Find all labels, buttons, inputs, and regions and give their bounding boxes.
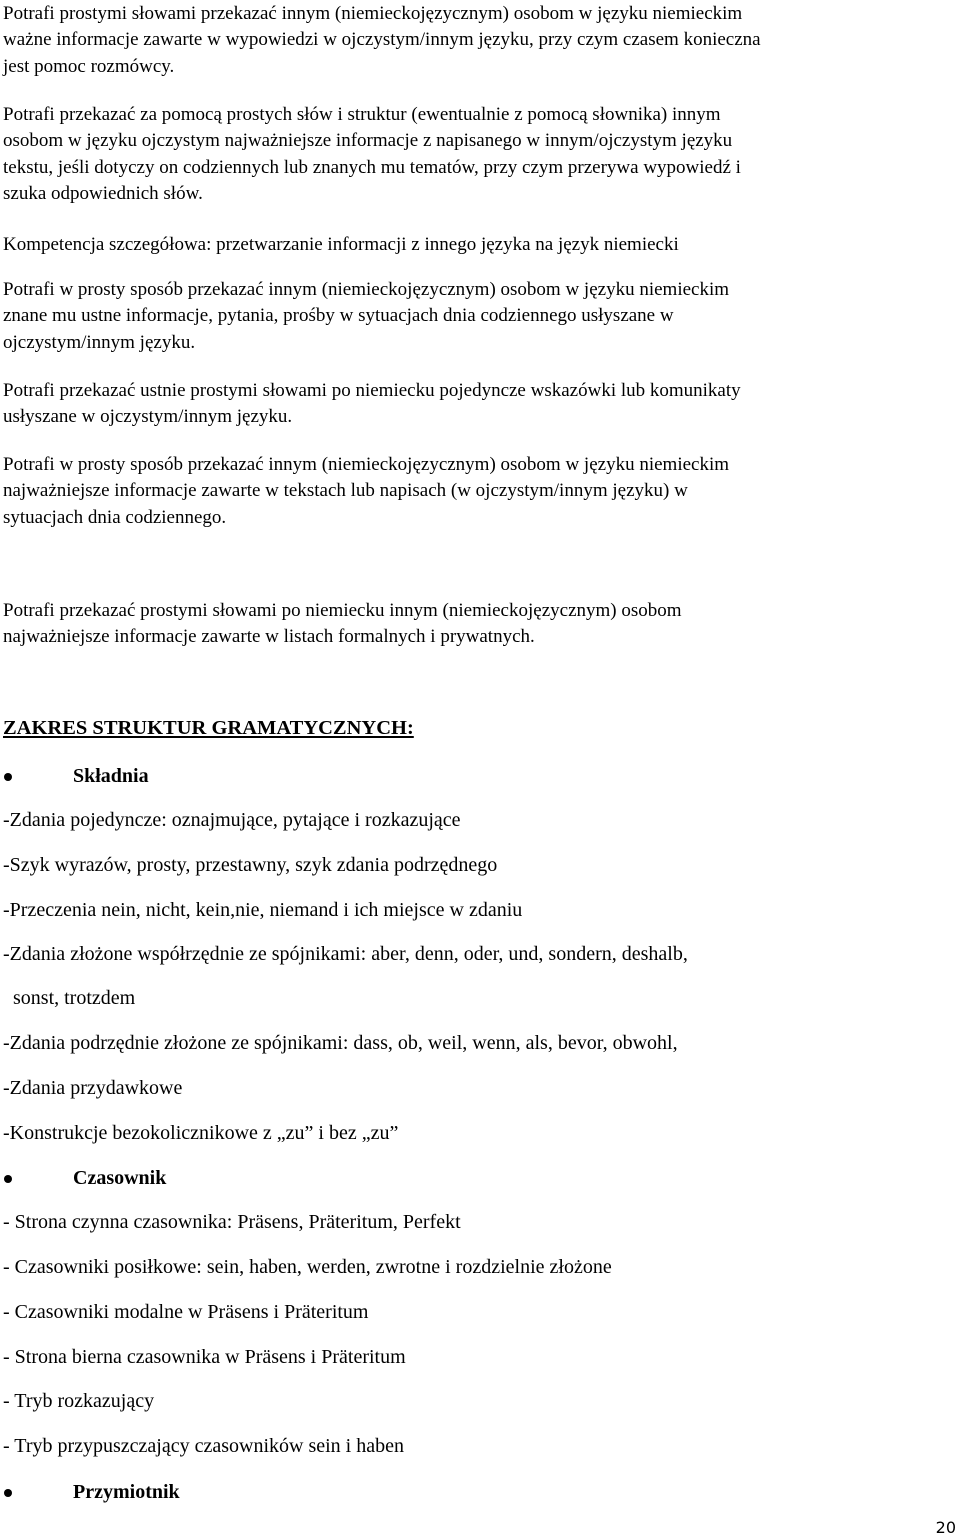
list-item: - Tryb rozkazujący <box>3 1390 155 1412</box>
text-line: osobom w języku ojczystym najważniejsze informacje z napisanego w innym/ojczystym języku <box>3 130 733 152</box>
bullet-icon <box>4 1489 12 1497</box>
paragraph-oral-instructions <box>3 378 741 431</box>
document-page <box>3 0 957 1539</box>
bullet-label: Składnia <box>73 765 149 787</box>
list-item: -Zdania złożone współrzędnie ze spójnikami: aber, denn, oder, und, sondern, deshalb, <box>3 943 688 965</box>
section-heading: ZAKRES STRUKTUR GRAMATYCZNYCH: <box>3 717 414 739</box>
list-item: -Przeczenia nein, nicht, kein,nie, niemand i ich miejsce w zdaniu <box>3 899 523 921</box>
text-line: szuka odpowiednich słów. <box>3 183 203 205</box>
text-line: Potrafi przekazać ustnie prostymi słowami po niemiecku pojedyncze wskazówki lub komunikaty <box>3 380 741 401</box>
text-line: Potrafi przekazać prostymi słowami po niemiecku innym (niemieckojęzycznym) osobom <box>3 600 682 621</box>
text-line: ważne informacje zawarte w wypowiedzi w ojczystym/innym języku, przy czym czasem konieczna <box>3 29 761 51</box>
bullet-icon <box>4 773 12 781</box>
bullet-icon <box>4 1175 12 1183</box>
text-line: ojczystym/innym języku. <box>3 331 196 353</box>
text-line: najważniejsze informacje zawarte w listach formalnych i prywatnych. <box>3 626 535 648</box>
text-line: Potrafi przekazać za pomocą prostych słów i struktur (ewentualnie z pomocą słownika) innym <box>3 104 721 125</box>
list-item: sonst, trotzdem <box>13 987 136 1009</box>
paragraph-signs-texts <box>3 452 729 531</box>
text-line: znane mu ustne informacje, pytania, prośby w sytuacjach dnia codziennego usłyszane w <box>3 305 674 327</box>
list-item: - Czasowniki modalne w Präsens i Präteritum <box>3 1301 369 1323</box>
bullet-label: Czasownik <box>73 1167 167 1189</box>
list-item: -Szyk wyrazów, prosty, przestawny, szyk zdania podrzędnego <box>3 854 498 876</box>
list-item: -Zdania pojedyncze: oznajmujące, pytające i rozkazujące <box>3 809 461 831</box>
bullet-label: Przymiotnik <box>73 1481 180 1503</box>
list-item: -Zdania podrzędnie złożone ze spójnikami: dass, ob, weil, wenn, als, bevor, obwohl, <box>3 1032 678 1054</box>
text-line: najważniejsze informacje zawarte w tekstach lub napisach (w ojczystym/innym języku) w <box>3 480 688 502</box>
list-item: - Strona czynna czasownika: Präsens, Präteritum, Perfekt <box>3 1211 461 1233</box>
text-line: tekstu, jeśli dotyczy on codziennych lub znanych mu tematów, przy czym przerywa wypowiedź i <box>3 156 741 178</box>
list-item: - Strona bierna czasownika w Präsens i Präteritum <box>3 1346 406 1368</box>
paragraph-letters <box>3 598 682 651</box>
text-line: sytuacjach dnia codziennego. <box>3 506 227 528</box>
text-line: Potrafi w prosty sposób przekazać innym (niemieckojęzycznym) osobom w języku niemieckim <box>3 454 730 475</box>
paragraph-oral-information <box>3 277 729 356</box>
text-line: usłyszane w ojczystym/innym języku. <box>3 406 293 428</box>
list-item: - Czasowniki posiłkowe: sein, haben, werden, zwrotne i rozdzielnie złożone <box>3 1256 612 1278</box>
text-line: Kompetencja szczegółowa: przetwarzanie informacji z innego języka na język niemiecki <box>3 234 679 255</box>
list-item: - Tryb przypuszczający czasowników sein i haben <box>3 1435 404 1457</box>
competence-heading <box>3 232 679 258</box>
page-number: 20 <box>935 1518 956 1537</box>
text-line: Potrafi prostymi słowami przekazać innym (niemieckojęzycznym) osobom w języku niemieckim <box>3 3 743 24</box>
text-line: Potrafi w prosty sposób przekazać innym (niemieckojęzycznym) osobom w języku niemieckim <box>3 279 730 300</box>
paragraph-mediation-written <box>3 1 761 80</box>
list-item: -Zdania przydawkowe <box>3 1077 183 1099</box>
list-item: -Konstrukcje bezokolicznikowe z „zu” i bez „zu” <box>3 1122 399 1144</box>
text-line: jest pomoc rozmówcy. <box>3 55 175 77</box>
paragraph-mediation-text <box>3 102 741 208</box>
